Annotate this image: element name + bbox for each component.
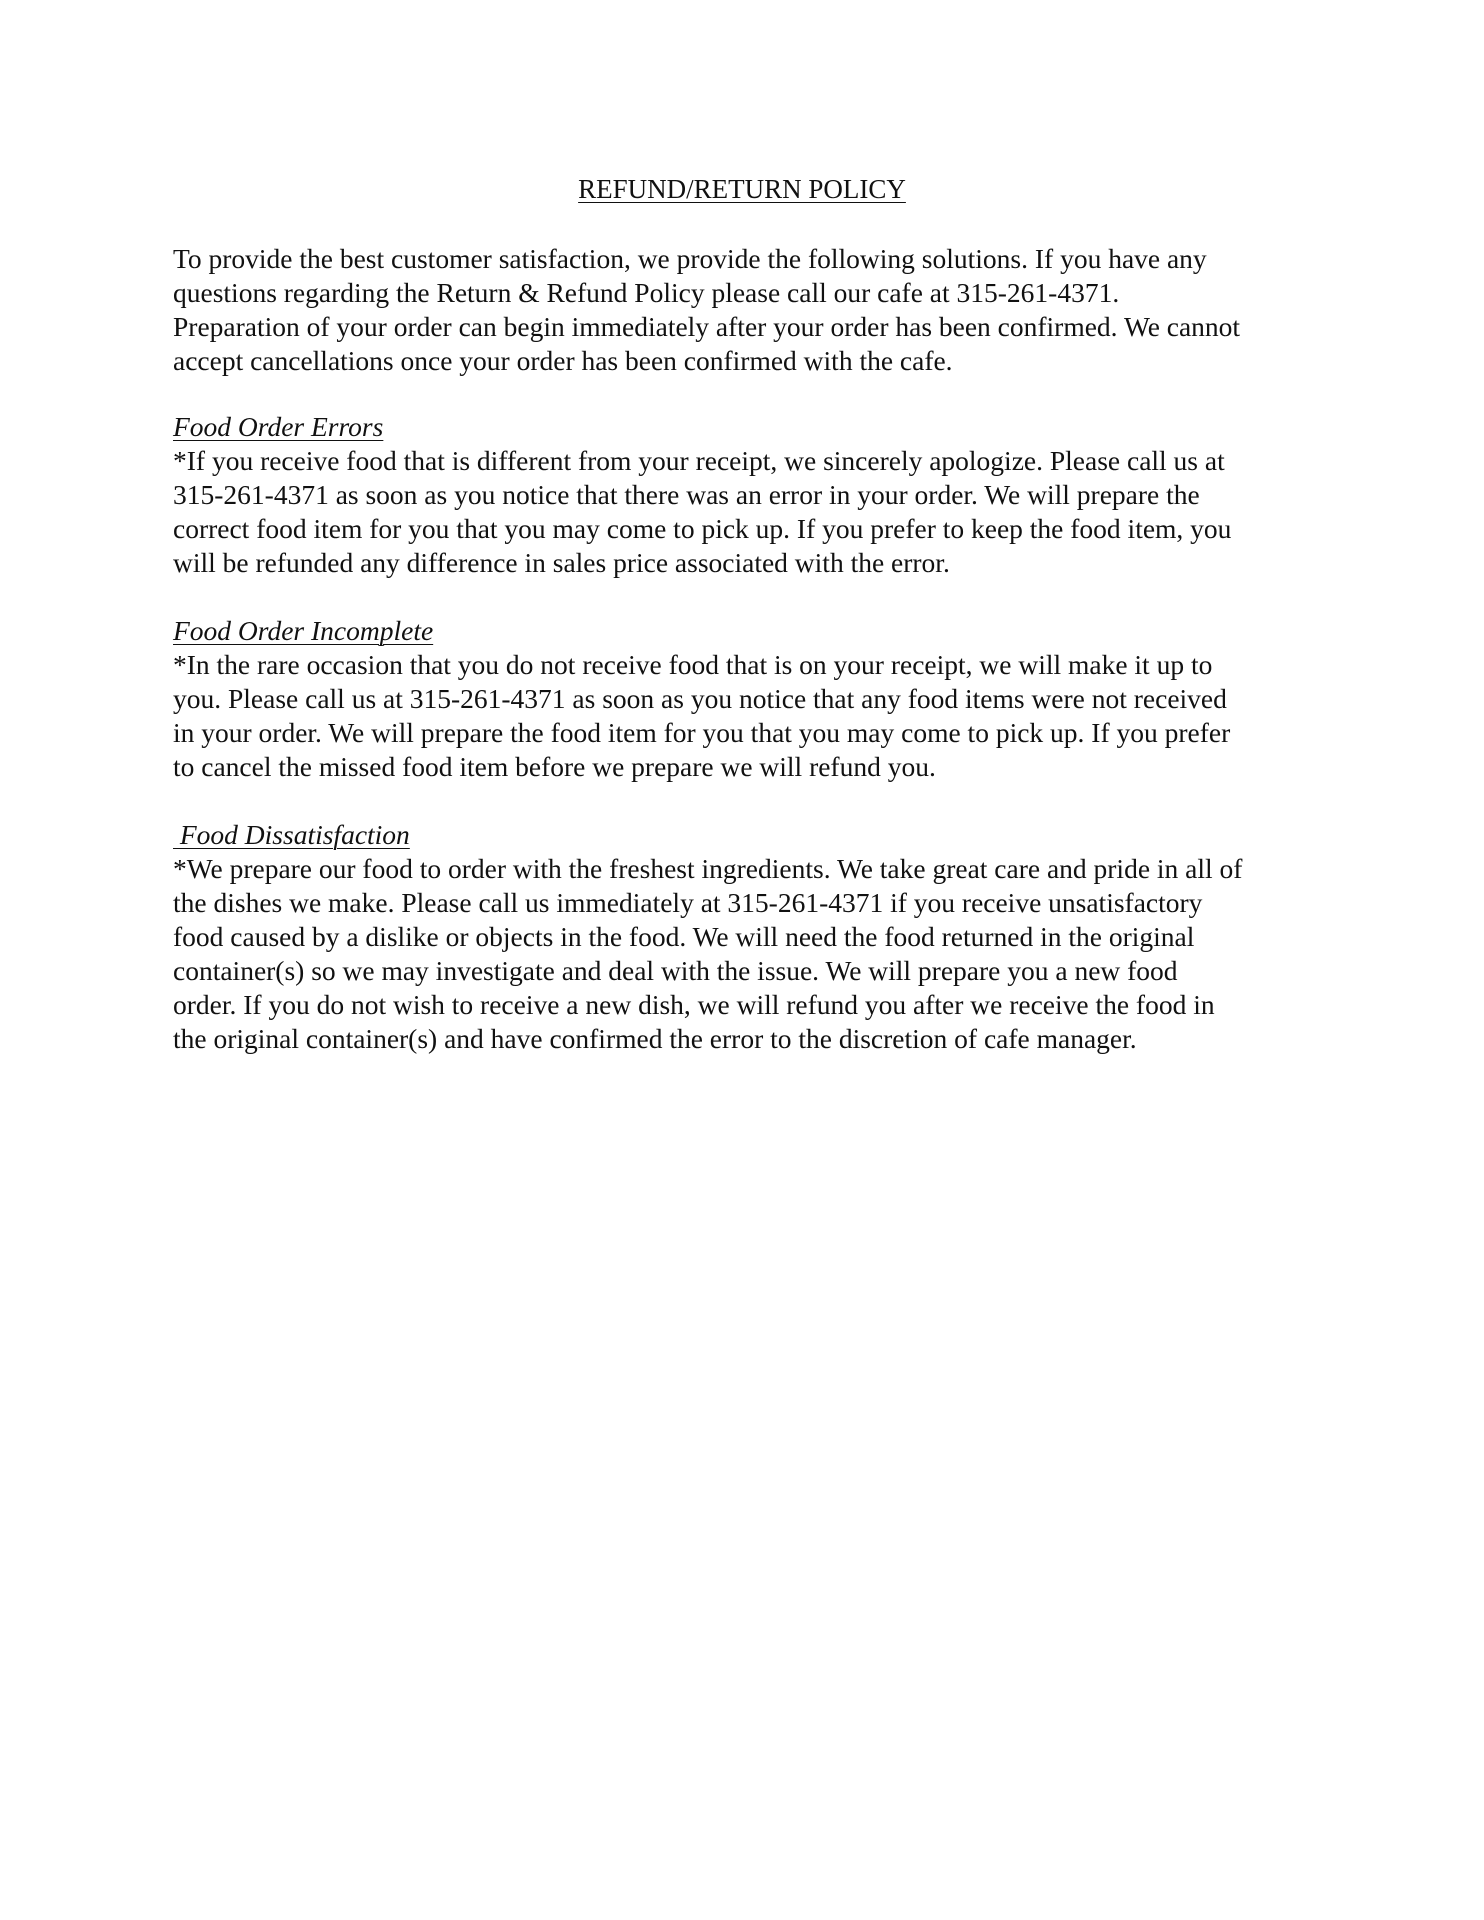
text-line: 315-261-4371 as soon as you notice that there was an error in your order. We will prepare the <box>173 479 1200 510</box>
text-line: accept cancellations once your order has been confirmed with the cafe. <box>173 345 953 376</box>
text-line: food caused by a dislike or objects in the food. We will need the food returned in the original <box>173 921 1195 952</box>
section-heading: Food Order Incomplete <box>173 615 434 646</box>
text-line: you. Please call us at 315-261-4371 as soon as you notice that any food items were not received <box>173 683 1227 714</box>
text-line: the original container(s) and have confirmed the error to the discretion of cafe manager. <box>173 1023 1137 1054</box>
text-line: To provide the best customer satisfaction, we provide the following solutions. If you have any <box>173 243 1207 274</box>
text-line: will be refunded any difference in sales price associated with the error. <box>173 547 950 578</box>
section-food-dissatisfaction <box>173 818 1373 1056</box>
text-line: order. If you do not wish to receive a new dish, we will refund you after we receive the food in <box>173 989 1215 1020</box>
text-line: *We prepare our food to order with the freshest ingredients. We take great care and pride in all of <box>173 853 1243 884</box>
section-heading: Food Dissatisfaction <box>173 819 410 850</box>
text-line: the dishes we make. Please call us immediately at 315-261-4371 if you receive unsatisfactory <box>173 887 1203 918</box>
text-line: correct food item for you that you may come to pick up. If you prefer to keep the food item, you <box>173 513 1232 544</box>
title-text: REFUND/RETURN POLICY <box>578 174 906 204</box>
section-heading: Food Order Errors <box>173 411 384 442</box>
section-food-order-errors <box>173 410 1373 580</box>
text-line: *In the rare occasion that you do not receive food that is on your receipt, we will make it up to <box>173 649 1213 680</box>
text-line: questions regarding the Return & Refund Policy please call our cafe at 315-261-4371. <box>173 277 1120 308</box>
section-food-order-incomplete <box>173 614 1373 784</box>
text-line: Preparation of your order can begin immediately after your order has been confirmed. We cannot <box>173 311 1241 342</box>
text-line: *If you receive food that is different from your receipt, we sincerely apologize. Please call us at <box>173 445 1225 476</box>
document-title <box>0 174 1484 205</box>
text-line: container(s) so we may investigate and deal with the issue. We will prepare you a new food <box>173 955 1178 986</box>
intro-paragraph <box>173 242 1373 378</box>
text-line: to cancel the missed food item before we prepare we will refund you. <box>173 751 936 782</box>
text-line: in your order. We will prepare the food item for you that you may come to pick up. If you prefer <box>173 717 1231 748</box>
